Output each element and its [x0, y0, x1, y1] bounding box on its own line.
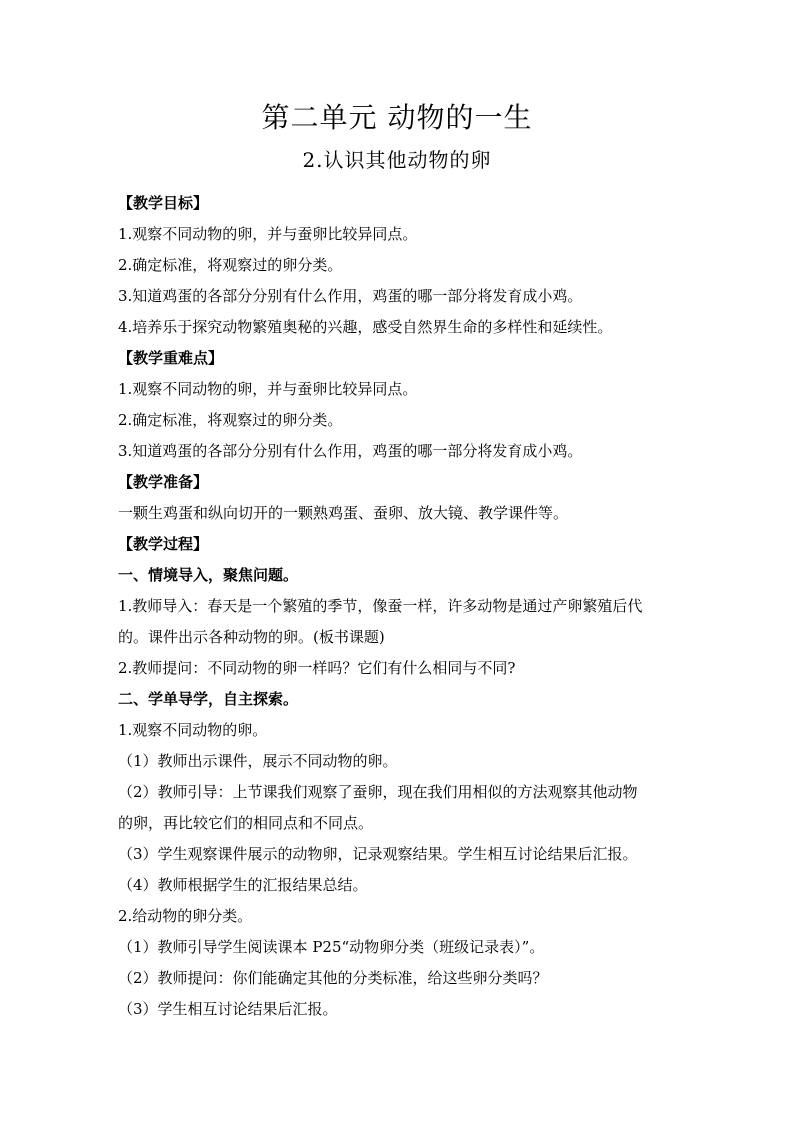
process-part1-item2: 2.教师提问：不同动物的卵一样吗？它们有什么相同与不同?	[118, 659, 516, 677]
page-title: 第二单元 动物的一生	[261, 101, 533, 134]
process-part2-sub1: 1.观察不同动物的卵。	[118, 721, 268, 739]
process-part2-sub1-item: （3）学生观察课件展示的动物卵，记录观察结果。学生相互讨论结果后汇报。	[118, 845, 638, 863]
section-heading-preparation: 【教学准备】	[118, 473, 209, 491]
key-point-item: 1.观察不同动物的卵，并与蚕卵比较异同点。	[118, 380, 418, 398]
process-part2-sub2-item: （1）教师引导学生阅读课本 P25“动物卵分类（班级记录表）”。	[118, 938, 545, 956]
section-heading-key-points: 【教学重难点】	[118, 349, 224, 367]
section-heading-process: 【教学过程】	[118, 535, 209, 553]
objective-item: 3.知道鸡蛋的各部分分别有什么作用，鸡蛋的哪一部分将发育成小鸡。	[118, 287, 583, 305]
process-part2-heading: 二、学单导学，自主探索。	[118, 690, 299, 708]
process-part2-sub1-item: 的卵，再比较它们的相同点和不同点。	[118, 814, 374, 832]
objective-item: 4.培养乐于探究动物繁殖奥秘的兴趣，感受自然界生命的多样性和延续性。	[118, 318, 613, 336]
process-part1-heading: 一、情境导入，聚焦问题。	[118, 566, 299, 584]
section-heading-objectives: 【教学目标】	[118, 194, 209, 212]
preparation-text: 一颗生鸡蛋和纵向切开的一颗熟鸡蛋、蚕卵、放大镜、教学课件等。	[118, 504, 569, 522]
process-part2-sub2-item: （3）学生相互讨论结果后汇报。	[118, 1000, 338, 1018]
page-subtitle: 2.认识其他动物的卵	[302, 148, 492, 172]
objective-item: 2.确定标准，将观察过的卵分类。	[118, 256, 343, 274]
process-part2-sub2: 2.给动物的卵分类。	[118, 907, 253, 925]
process-part1-item1-cont: 的。课件出示各种动物的卵。(板书课题)	[118, 628, 385, 646]
process-part2-sub2-item: （2）教师提问：你们能确定其他的分类标准，给这些卵分类吗？	[118, 969, 548, 987]
process-part1-item1: 1.教师导入：春天是一个繁殖的季节，像蚕一样，许多动物是通过产卵繁殖后代	[118, 597, 643, 615]
key-point-item: 3.知道鸡蛋的各部分分别有什么作用，鸡蛋的哪一部分将发育成小鸡。	[118, 442, 583, 460]
process-part2-sub1-item: （1）教师出示课件，展示不同动物的卵。	[118, 752, 398, 770]
document-body	[118, 188, 688, 1025]
key-point-item: 2.确定标准，将观察过的卵分类。	[118, 411, 343, 429]
process-part2-sub1-item: （4）教师根据学生的汇报结果总结。	[118, 876, 368, 894]
process-part2-sub1-item: （2）教师引导：上节课我们观察了蚕卵，现在我们用相似的方法观察其他动物	[118, 783, 638, 801]
objective-item: 1.观察不同动物的卵，并与蚕卵比较异同点。	[118, 225, 418, 243]
